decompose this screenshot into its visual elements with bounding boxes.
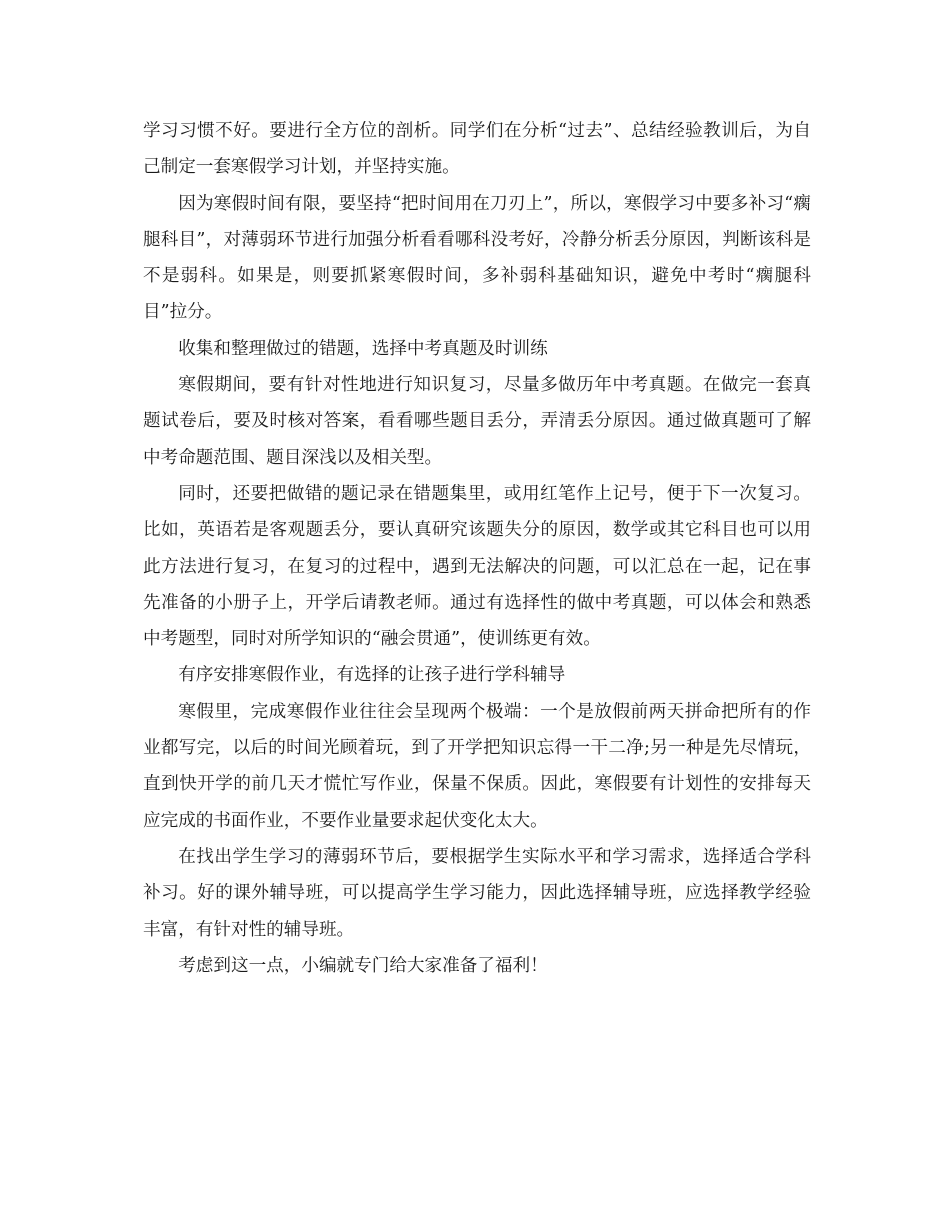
document-body bbox=[143, 113, 811, 984]
heading-homework-and-tutoring: 有序安排寒假作业，有选择的让孩子进行学科辅导 bbox=[178, 665, 566, 686]
paragraph-closing: 考虑到这一点，小编就专门给大家准备了福利！ bbox=[178, 955, 548, 976]
heading-mistakes-and-exams: 收集和整理做过的错题，选择中考真题及时训练 bbox=[178, 338, 548, 359]
paragraph-exam-practice: 寒假期间，要有针对性地进行知识复习，尽量多做历年中考真题。在做完一套真题试卷后，要及时核对答案，看看哪些题目丢分，弄清丢分原因。通过做真题可了解中考命题范围、题目深浅以及相关型。 bbox=[143, 375, 811, 468]
paragraph-tutoring-choice: 在找出学生学习的薄弱环节后，要根据学生实际水平和学习需求，选择适合学科补习。好的课外辅导班，可以提高学生学习能力，因此选择辅导班，应选择教学经验丰富，有针对性的辅导班。 bbox=[143, 846, 811, 940]
paragraph-study-habits: 学习习惯不好。要进行全方位的剖析。同学们在分析“过去”、总结经验教训后，为自己制定一套寒假学习计划，并坚持实施。 bbox=[143, 121, 811, 178]
paragraph-mistake-notebook: 同时，还要把做错的题记录在错题集里，或用红笔作上记号，便于下一次复习。比如，英语若是客观题丢分，要认真研究该题失分的原因，数学或其它科目也可以用此方法进行复习，在复习的过程中，遇到无法解决的问题，可以汇总在一起，记在事先准备的小册子上，开学后请教老师。通过有选择性的做中考真题，可以体会和熟悉中考题型，同时对所学知识的“融会贯通”，使训练更有效。 bbox=[143, 483, 811, 650]
paragraph-weak-subjects: 因为寒假时间有限，要坚持“把时间用在刀刃上”，所以，寒假学习中要多补习“瘸腿科目”，对薄弱环节进行加强分析看看哪科没考好，冷静分析丢分原因，判断该科是不是弱科。如果是，则要抓紧寒假时间，多补弱科基础知识，避免中考时“瘸腿科目”拉分。 bbox=[143, 193, 811, 323]
paragraph-homework-planning: 寒假里，完成寒假作业往往会呈现两个极端：一个是放假前两天拼命把所有的作业都写完，以后的时间光顾着玩，到了开学把知识忘得一干二净;另一种是先尽情玩，直到快开学的前几天才慌忙写作业，保量不保质。因此，寒假要有计划性的安排每天应完成的书面作业，不要作业量要求起伏变化太大。 bbox=[143, 701, 811, 831]
